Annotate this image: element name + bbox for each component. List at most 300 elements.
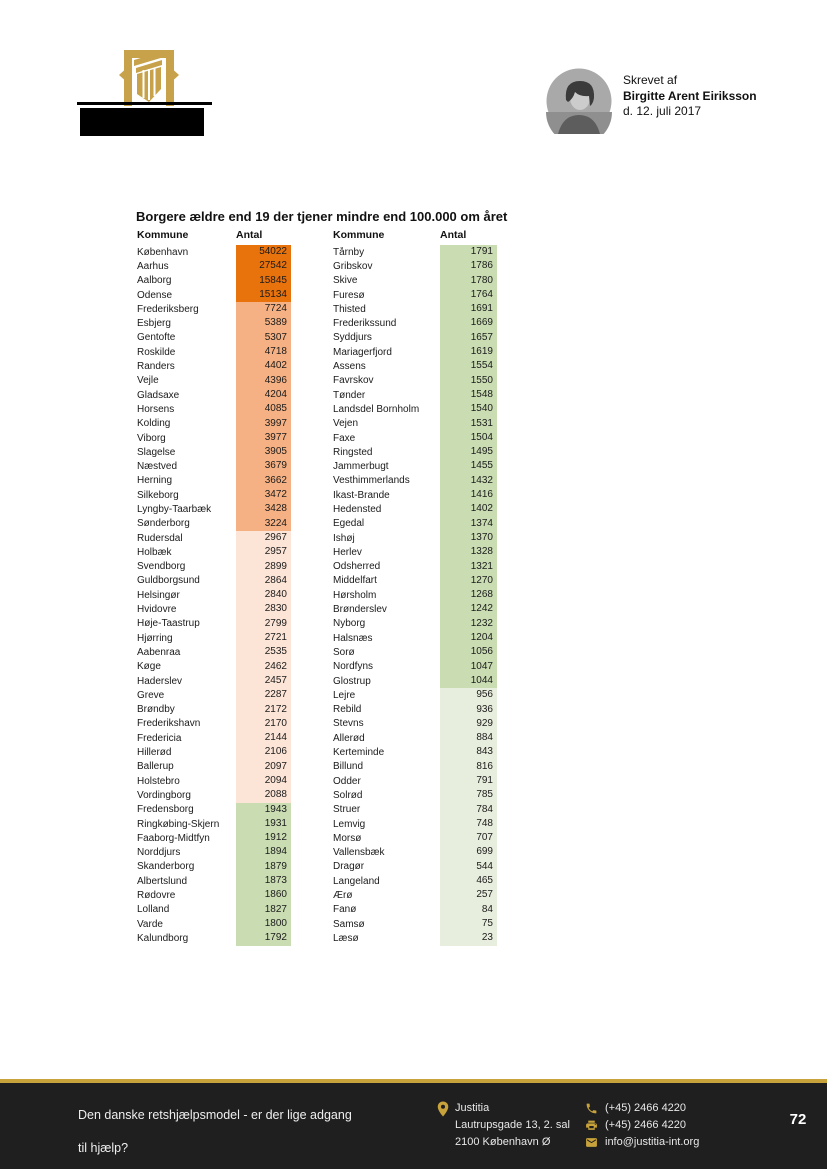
table-row	[137, 760, 291, 774]
kommune-name: Slagelse	[137, 446, 176, 458]
kommune-name: Rebild	[333, 704, 362, 716]
kommune-name: Aabenraa	[137, 646, 181, 658]
antal-value: 3662	[236, 474, 291, 488]
antal-value: 4204	[236, 388, 291, 402]
antal-value: 2287	[236, 688, 291, 702]
kommune-name: Silkeborg	[137, 489, 179, 501]
antal-value: 1691	[440, 302, 497, 316]
table-row	[137, 631, 291, 645]
kommune-name: Allerød	[333, 732, 365, 744]
kommune-name: Assens	[333, 361, 366, 373]
table-row	[137, 517, 291, 531]
kommune-name: Køge	[137, 661, 161, 673]
antal-value: 2170	[236, 717, 291, 731]
table-row	[333, 502, 497, 516]
kommune-name: Helsingør	[137, 589, 180, 601]
antal-value: 1242	[440, 602, 497, 616]
author-photo	[546, 68, 612, 134]
tagline-line1: Den danske retshjælpsmodel - er der lige adgang	[78, 1108, 352, 1122]
antal-value: 1374	[440, 517, 497, 531]
table-row	[137, 602, 291, 616]
table-row	[333, 331, 497, 345]
kommune-name: Guldborgsund	[137, 575, 200, 587]
kommune-name: Sønderborg	[137, 518, 190, 530]
page-footer	[0, 1079, 827, 1169]
kommune-name: Gladsaxe	[137, 389, 180, 401]
table-row	[137, 674, 291, 688]
antal-value: 1416	[440, 488, 497, 502]
kommune-name: Nyborg	[333, 618, 366, 630]
table-row	[137, 588, 291, 602]
table-row	[333, 560, 497, 574]
table-row	[333, 417, 497, 431]
kommune-name: Næstved	[137, 461, 178, 473]
table-row	[137, 374, 291, 388]
table-row	[137, 931, 291, 945]
table-row	[333, 660, 497, 674]
antal-value: 699	[440, 845, 497, 859]
column-header-kommune: Kommune	[137, 229, 189, 241]
kommune-name: Favrskov	[333, 375, 374, 387]
kommune-name: Hedensted	[333, 503, 382, 515]
antal-value: 784	[440, 803, 497, 817]
table-row	[137, 731, 291, 745]
phone-number: (+45) 2466 4220	[605, 1102, 687, 1114]
table-row	[137, 359, 291, 373]
kommune-name: Rudersdal	[137, 532, 183, 544]
antal-value: 1204	[440, 631, 497, 645]
kommune-name: Stevns	[333, 718, 364, 730]
author-date: d. 12. juli 2017	[623, 104, 702, 118]
antal-value: 2094	[236, 774, 291, 788]
antal-value: 1550	[440, 374, 497, 388]
table-row	[137, 417, 291, 431]
table-row	[333, 459, 497, 473]
kommune-name: Middelfart	[333, 575, 377, 587]
table-header-right	[333, 229, 497, 241]
table-row	[137, 316, 291, 330]
antal-value: 1554	[440, 359, 497, 373]
table-row	[333, 245, 497, 259]
table-row	[137, 660, 291, 674]
table-row	[333, 574, 497, 588]
antal-value: 2721	[236, 631, 291, 645]
antal-value: 1669	[440, 316, 497, 330]
kommune-name: Viborg	[137, 432, 166, 444]
antal-value: 956	[440, 688, 497, 702]
phone-icon	[585, 1102, 598, 1115]
table-left-column	[137, 245, 291, 946]
antal-value: 2462	[236, 660, 291, 674]
antal-value: 791	[440, 774, 497, 788]
table-row	[333, 402, 497, 416]
kommune-name: Herlev	[333, 546, 362, 558]
table-row	[333, 288, 497, 302]
kommune-name: Læsø	[333, 932, 359, 944]
table-row	[137, 502, 291, 516]
kommune-name: Thisted	[333, 303, 366, 315]
table-row	[137, 302, 291, 316]
kommune-name: Gribskov	[333, 260, 373, 272]
kommune-name: Odder	[333, 775, 361, 787]
table-row	[333, 874, 497, 888]
contact-block	[585, 1100, 699, 1151]
table-row	[137, 817, 291, 831]
kommune-name: Svendborg	[137, 561, 186, 573]
antal-value: 2097	[236, 760, 291, 774]
org-street: Lautrupsgade 13, 2. sal	[455, 1119, 570, 1131]
table-row	[137, 874, 291, 888]
kommune-name: Lemvig	[333, 818, 366, 830]
table-row	[137, 560, 291, 574]
antal-value: 1943	[236, 803, 291, 817]
antal-value: 748	[440, 817, 497, 831]
table-row	[137, 574, 291, 588]
antal-value: 707	[440, 831, 497, 845]
antal-value: 1531	[440, 417, 497, 431]
antal-value: 1432	[440, 474, 497, 488]
antal-value: 2106	[236, 745, 291, 759]
kommune-name: Lyngby-Taarbæk	[137, 503, 212, 515]
antal-value: 1495	[440, 445, 497, 459]
kommune-name: Lolland	[137, 904, 170, 916]
kommune-name: Odsherred	[333, 561, 381, 573]
table-row	[137, 888, 291, 902]
kommune-name: Vejle	[137, 375, 159, 387]
antal-value: 1321	[440, 560, 497, 574]
antal-value: 1328	[440, 545, 497, 559]
antal-value: 2457	[236, 674, 291, 688]
kommune-name: Landsdel Bornholm	[333, 403, 420, 415]
table-row	[137, 245, 291, 259]
justitia-emblem-icon	[119, 44, 179, 106]
org-city: 2100 København Ø	[455, 1136, 551, 1148]
kommune-name: Brønderslev	[333, 604, 387, 616]
table-row	[333, 931, 497, 945]
fax-number: (+45) 2466 4220	[605, 1119, 687, 1131]
table-row	[333, 531, 497, 545]
antal-value: 75	[440, 917, 497, 931]
antal-value: 1792	[236, 931, 291, 945]
antal-value: 1764	[440, 288, 497, 302]
kommune-name: Ishøj	[333, 532, 355, 544]
kommune-name: Randers	[137, 361, 175, 373]
table-row	[137, 345, 291, 359]
kommune-name: Herning	[137, 475, 173, 487]
antal-value: 2840	[236, 588, 291, 602]
antal-value: 2535	[236, 645, 291, 659]
kommune-name: Høje-Taastrup	[137, 618, 200, 630]
antal-value: 1931	[236, 817, 291, 831]
location-pin-icon	[437, 1100, 449, 1151]
antal-value: 15134	[236, 288, 291, 302]
kommune-name: Egedal	[333, 518, 365, 530]
footer-background	[0, 1083, 827, 1169]
kommune-name: Esbjerg	[137, 318, 171, 330]
antal-value: 2899	[236, 560, 291, 574]
antal-value: 1879	[236, 860, 291, 874]
kommune-name: Odense	[137, 289, 173, 301]
antal-value: 544	[440, 860, 497, 874]
kommune-name: Kalundborg	[137, 932, 189, 944]
kommune-name: Glostrup	[333, 675, 371, 687]
table-row	[137, 288, 291, 302]
kommune-name: Hjørring	[137, 632, 173, 644]
table-row	[333, 788, 497, 802]
report-tagline	[78, 1099, 408, 1165]
table-row	[333, 445, 497, 459]
kommune-name: Jammerbugt	[333, 461, 389, 473]
antal-value: 1056	[440, 645, 497, 659]
kommune-name: Solrød	[333, 789, 363, 801]
logo-divider-line	[77, 102, 212, 105]
antal-value: 54022	[236, 245, 291, 259]
column-header-kommune: Kommune	[333, 229, 385, 241]
kommune-name: Kolding	[137, 418, 171, 430]
table-row	[137, 831, 291, 845]
kommune-name: Frederikshavn	[137, 718, 201, 730]
antal-value: 3472	[236, 488, 291, 502]
antal-value: 1270	[440, 574, 497, 588]
kommune-name: Faaborg-Midtfyn	[137, 832, 210, 844]
antal-value: 1800	[236, 917, 291, 931]
table-row	[137, 445, 291, 459]
kommune-name: Billund	[333, 761, 364, 773]
column-header-antal: Antal	[440, 229, 467, 241]
table-row	[333, 688, 497, 702]
table-row	[333, 888, 497, 902]
table-row	[333, 517, 497, 531]
table-row	[333, 474, 497, 488]
table-header-left	[137, 229, 291, 241]
antal-value: 936	[440, 703, 497, 717]
antal-value: 2144	[236, 731, 291, 745]
antal-value: 3679	[236, 459, 291, 473]
table-row	[137, 917, 291, 931]
kommune-name: Tønder	[333, 389, 366, 401]
antal-value: 2967	[236, 531, 291, 545]
table-row	[333, 774, 497, 788]
antal-value: 785	[440, 788, 497, 802]
kommune-name: Kerteminde	[333, 747, 385, 759]
antal-value: 2830	[236, 602, 291, 616]
antal-value: 1894	[236, 845, 291, 859]
kommune-name: Samsø	[333, 918, 365, 930]
kommune-name: Ikast-Brande	[333, 489, 390, 501]
antal-value: 3997	[236, 417, 291, 431]
table-row	[137, 845, 291, 859]
antal-value: 1370	[440, 531, 497, 545]
kommune-name: Tårnby	[333, 246, 365, 258]
table-row	[333, 545, 497, 559]
antal-value: 816	[440, 760, 497, 774]
table-row	[333, 731, 497, 745]
kommune-name: Skive	[333, 275, 358, 287]
antal-value: 1504	[440, 431, 497, 445]
kommune-name: Rødovre	[137, 890, 176, 901]
table-row	[137, 274, 291, 288]
table-row	[333, 488, 497, 502]
table-row	[333, 316, 497, 330]
antal-value: 4402	[236, 359, 291, 373]
table-row	[137, 788, 291, 802]
table-row	[137, 402, 291, 416]
antal-value: 1047	[440, 660, 497, 674]
kommune-name: Ærø	[333, 890, 353, 901]
table-row	[333, 617, 497, 631]
antal-value: 1044	[440, 674, 497, 688]
kommune-name: Hillerød	[137, 747, 172, 759]
table-row	[137, 331, 291, 345]
kommune-name: Halsnæs	[333, 632, 373, 644]
antal-value: 1827	[236, 903, 291, 917]
table-row	[137, 459, 291, 473]
table-row	[333, 703, 497, 717]
kommune-name: Skanderborg	[137, 861, 195, 873]
kommune-name: Aarhus	[137, 260, 169, 272]
kommune-name: Fanø	[333, 904, 357, 916]
table-row	[333, 717, 497, 731]
kommune-name: Dragør	[333, 861, 365, 873]
kommune-name: Fredericia	[137, 732, 182, 744]
table-row	[333, 345, 497, 359]
kommune-name: Faxe	[333, 432, 356, 444]
table-row	[333, 817, 497, 831]
antal-value: 5389	[236, 316, 291, 330]
address-block	[437, 1100, 570, 1151]
kommune-name: Struer	[333, 804, 361, 816]
antal-value: 1912	[236, 831, 291, 845]
antal-value: 465	[440, 874, 497, 888]
antal-value: 3428	[236, 502, 291, 516]
table-row	[137, 259, 291, 273]
kommune-name: Greve	[137, 689, 165, 701]
antal-value: 1873	[236, 874, 291, 888]
kommune-name: Brøndby	[137, 704, 175, 716]
table-row	[137, 860, 291, 874]
table-row	[333, 674, 497, 688]
antal-value: 15845	[236, 274, 291, 288]
table-row	[137, 903, 291, 917]
kommune-name: Frederiksberg	[137, 303, 199, 315]
table-row	[137, 488, 291, 502]
table-right-column	[333, 245, 497, 946]
kommune-name: Haderslev	[137, 675, 183, 687]
table-title: Borgere ældre end 19 der tjener mindre end 100.000 om året	[136, 209, 508, 224]
table-row	[333, 917, 497, 931]
antal-value: 2088	[236, 788, 291, 802]
tagline-line2: til hjælp?	[78, 1141, 129, 1155]
author-prefix: Skrevet af	[623, 73, 678, 87]
column-header-antal: Antal	[236, 229, 263, 241]
table-row	[333, 302, 497, 316]
table-row	[137, 545, 291, 559]
antal-value: 27542	[236, 259, 291, 273]
kommune-name: Mariagerfjord	[333, 346, 392, 358]
antal-value: 2172	[236, 703, 291, 717]
antal-value: 1548	[440, 388, 497, 402]
table-row	[333, 374, 497, 388]
antal-value: 843	[440, 745, 497, 759]
kommune-name: Varde	[137, 918, 163, 930]
table-row	[137, 388, 291, 402]
kommune-name: Sorø	[333, 646, 355, 658]
kommune-name: Holbæk	[137, 546, 172, 558]
table-row	[333, 745, 497, 759]
antal-value: 929	[440, 717, 497, 731]
antal-value: 257	[440, 888, 497, 902]
table-row	[137, 688, 291, 702]
table-row	[333, 359, 497, 373]
table-row	[137, 803, 291, 817]
email-address: info@justitia-int.org	[605, 1136, 700, 1148]
author-block	[546, 68, 757, 134]
antal-value: 1619	[440, 345, 497, 359]
kommune-name: Furesø	[333, 289, 365, 301]
table-row	[333, 274, 497, 288]
kommune-name: Vordingborg	[137, 789, 191, 801]
antal-value: 3224	[236, 517, 291, 531]
table-row	[137, 431, 291, 445]
kommune-name: Nordfyns	[333, 661, 374, 673]
kommune-name: Hvidovre	[137, 604, 177, 616]
antal-value: 2957	[236, 545, 291, 559]
antal-value: 884	[440, 731, 497, 745]
table-row	[333, 645, 497, 659]
kommune-name: Albertslund	[137, 875, 188, 887]
kommune-name: Lejre	[333, 689, 356, 701]
table-row	[333, 588, 497, 602]
logo-wordmark	[80, 108, 204, 136]
antal-value: 1540	[440, 402, 497, 416]
table-row	[333, 860, 497, 874]
table-row	[333, 903, 497, 917]
kommune-name: Gentofte	[137, 332, 176, 344]
antal-value: 7724	[236, 302, 291, 316]
kommune-name: Aalborg	[137, 275, 172, 287]
table-row	[333, 431, 497, 445]
antal-value: 1455	[440, 459, 497, 473]
table-row	[137, 645, 291, 659]
antal-value: 4396	[236, 374, 291, 388]
antal-value: 2799	[236, 617, 291, 631]
antal-value: 1232	[440, 617, 497, 631]
kommune-name: Holstebro	[137, 775, 180, 787]
kommune-name: Ballerup	[137, 761, 174, 773]
antal-value: 1268	[440, 588, 497, 602]
kommune-name: København	[137, 246, 189, 258]
kommune-name: Norddjurs	[137, 847, 181, 859]
author-name: Birgitte Arent Eiriksson	[623, 88, 757, 103]
justitia-logo	[77, 44, 213, 138]
antal-value: 3977	[236, 431, 291, 445]
table-row	[333, 259, 497, 273]
antal-value: 1791	[440, 245, 497, 259]
antal-value: 4085	[236, 402, 291, 416]
table-row	[137, 617, 291, 631]
antal-value: 1657	[440, 331, 497, 345]
kommune-name: Horsens	[137, 403, 175, 415]
kommune-name: Morsø	[333, 832, 362, 844]
kommune-name: Ringkøbing-Skjern	[137, 818, 220, 830]
antal-value: 3905	[236, 445, 291, 459]
table-row	[137, 531, 291, 545]
table-row	[137, 774, 291, 788]
table-row	[333, 631, 497, 645]
table-row	[137, 745, 291, 759]
kommune-name: Roskilde	[137, 346, 176, 358]
table-row	[333, 602, 497, 616]
